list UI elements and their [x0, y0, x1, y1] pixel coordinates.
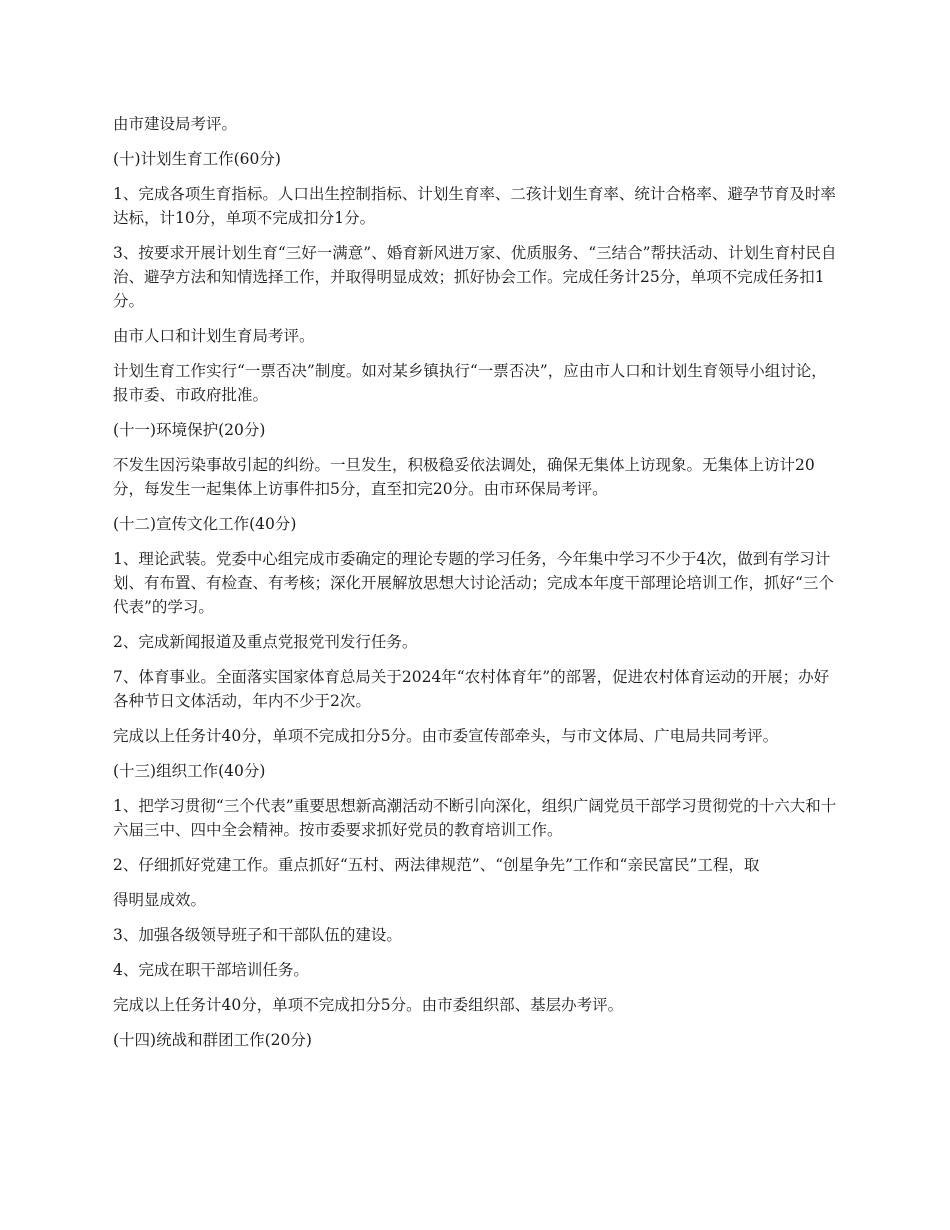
section-heading: (十)计划生育工作(60分): [113, 150, 281, 168]
paragraph: 2、完成新闻报道及重点党报党刊发行任务。: [113, 633, 418, 651]
section-heading: (十二)宣传文化工作(40分): [113, 515, 297, 533]
paragraph: 1、把学习贯彻“三个代表”重要思想新高潮活动不断引向深化，组织广阔党员干部学习贯彻党的十六大和十六届三中、四中全会精神。按市委要求抓好党员的教育培训工作。: [113, 797, 837, 839]
paragraph: 得明显成效。: [113, 891, 207, 909]
paragraph: 1、完成各项生育指标。人口出生控制指标、计划生育率、二孩计划生育率、统计合格率、避孕节育及时率达标，计10分，单项不完成扣分1分。: [113, 185, 836, 227]
paragraph: 计划生育工作实行“一票否决”制度。如对某乡镇执行“一票否决”，应由市人口和计划生育领导小组讨论，报市委、市政府批准。: [113, 362, 827, 404]
paragraph: 完成以上任务计40分，单项不完成扣分5分。由市委组织部、基层办考评。: [113, 996, 624, 1014]
paragraph: 1、理论武装。党委中心组完成市委确定的理论专题的学习任务，今年集中学习不少于4次，做到有学习计划、有布置、有检查、有考核；深化开展解放思想大讨论活动；完成本年度干部理论培训工作，抓好“三个代表”的学习。: [113, 550, 834, 616]
paragraph: 3、加强各级领导班子和干部队伍的建设。: [113, 926, 402, 944]
document-page: [113, 112, 840, 1063]
paragraph: 4、完成在职干部培训任务。: [113, 961, 309, 979]
paragraph: 2、仔细抓好党建工作。重点抓好“五村、两法律规范”、“创星争先”工作和“亲民富民”工程，取: [113, 856, 760, 874]
paragraph: 由市建设局考评。: [113, 115, 238, 133]
section-heading: (十一)环境保护(20分): [113, 421, 266, 439]
paragraph: 完成以上任务计40分，单项不完成扣分5分。由市委宣传部牵头，与市文体局、广电局共同考评。: [113, 727, 779, 745]
paragraph: 7、体育事业。全面落实国家体育总局关于2024年“农村体育年”的部署，促进农村体育运动的开展；办好各种节日文体活动，年内不少于2次。: [113, 668, 830, 710]
section-heading: (十四)统战和群团工作(20分): [113, 1031, 312, 1049]
paragraph: 3、按要求开展计划生育“三好一满意”、婚育新风进万家、优质服务、“三结合”帮扶活动、计划生育村民自治、避孕方法和知情选择工作，并取得明显成效；抓好协会工作。完成任务计25分，单项不完成任务扣1分。: [113, 244, 837, 310]
section-heading: (十三)组织工作(40分): [113, 762, 266, 780]
paragraph: 不发生因污染事故引起的纠纷。一旦发生，积极稳妥依法调处，确保无集体上访现象。无集体上访计20分，每发生一起集体上访事件扣5分，直至扣完20分。由市环保局考评。: [113, 456, 815, 498]
paragraph: 由市人口和计划生育局考评。: [113, 327, 315, 345]
